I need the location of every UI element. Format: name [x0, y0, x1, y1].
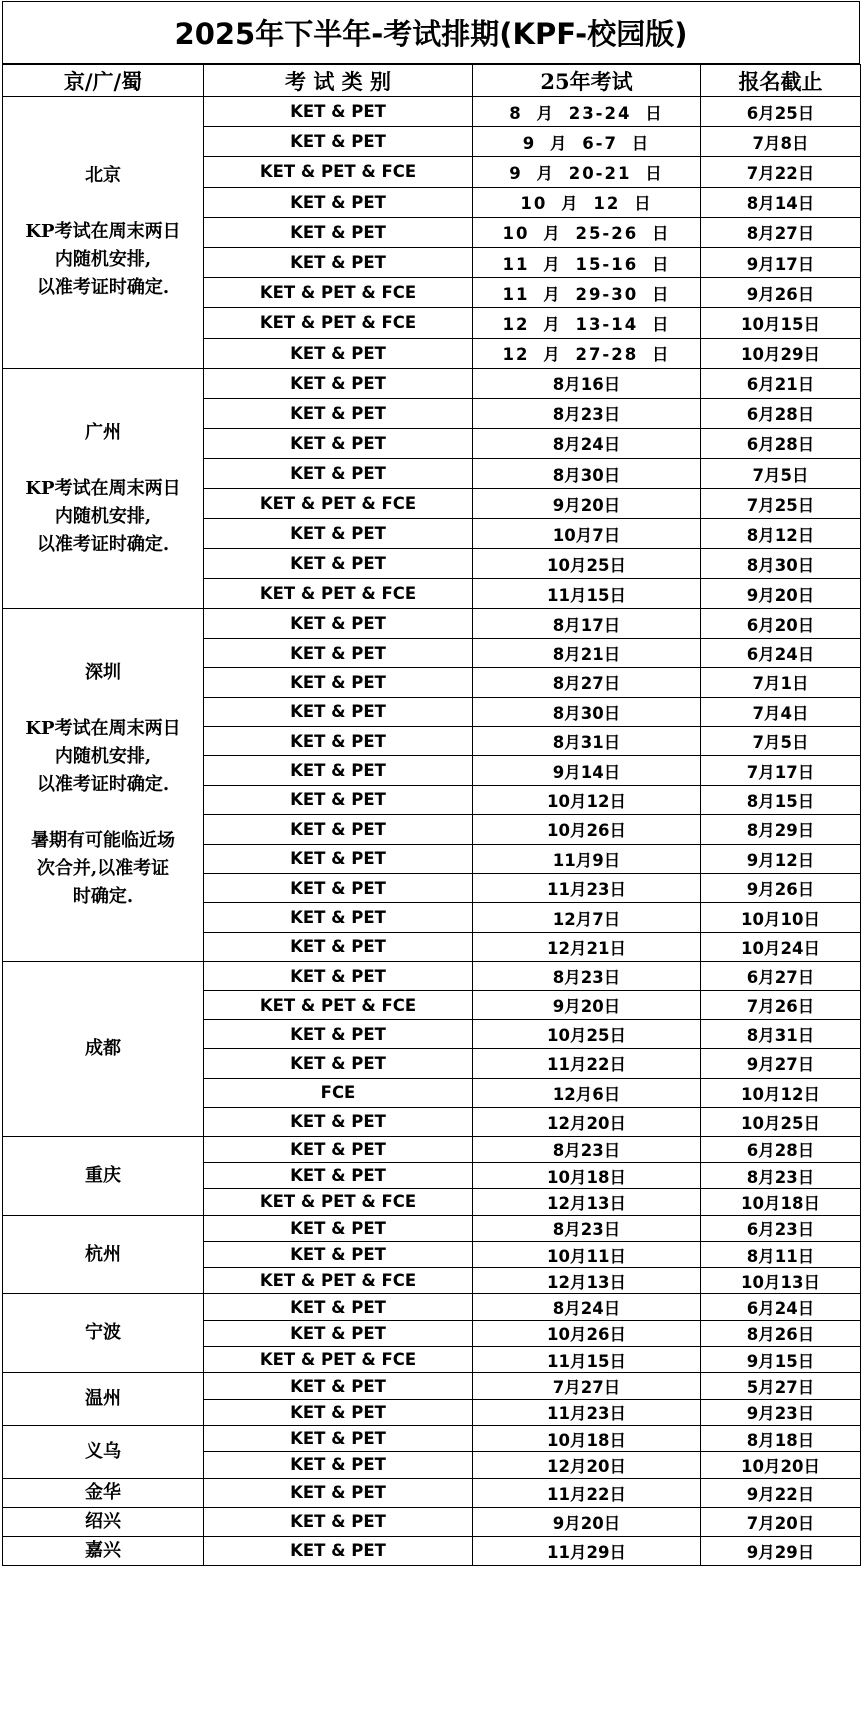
city-name: 深圳 [85, 662, 121, 684]
schedule-table [2, 64, 861, 1566]
exam-date-cell: 10 月 25-26 日 [473, 217, 701, 247]
city-cell [3, 1536, 204, 1565]
exam-type-cell: KET & PET [204, 785, 473, 814]
exam-type-cell: KET & PET [204, 1241, 473, 1267]
table-row [3, 1425, 861, 1451]
note-spacer [7, 447, 199, 475]
exam-date-cell: 8月17日 [473, 609, 701, 638]
exam-type-cell: KET & PET [204, 428, 473, 458]
exam-date-cell: 9月20日 [473, 991, 701, 1020]
exam-date-cell: 7月27日 [473, 1373, 701, 1399]
deadline-cell: 8月12日 [701, 519, 861, 549]
exam-date-cell: 11 月 15-16 日 [473, 247, 701, 277]
deadline-cell: 10月29日 [701, 338, 861, 368]
exam-type-cell: KET & PET [204, 609, 473, 638]
exam-date-cell: 11月23日 [473, 1399, 701, 1425]
exam-type-cell: KET & PET [204, 519, 473, 549]
exam-type-cell: KET & PET [204, 217, 473, 247]
deadline-cell: 8月31日 [701, 1020, 861, 1049]
city-note-line: 以准考证时确定. [36, 277, 170, 299]
exam-type-cell: KET & PET [204, 1452, 473, 1478]
exam-type-cell: KET & PET [204, 1162, 473, 1188]
city-name: 金华 [85, 1481, 121, 1503]
exam-type-cell: KET & PET [204, 187, 473, 217]
deadline-cell: 10月15日 [701, 308, 861, 338]
city-name: 宁波 [85, 1322, 121, 1344]
exam-type-cell: KET & PET [204, 1478, 473, 1507]
deadline-cell: 6月23日 [701, 1215, 861, 1241]
exam-date-cell: 8 月 23-24 日 [473, 97, 701, 127]
deadline-cell: 9月20日 [701, 579, 861, 609]
exam-type-cell: KET & PET & FCE [204, 1347, 473, 1373]
exam-type-cell: KET & PET [204, 368, 473, 398]
deadline-cell: 6月28日 [701, 428, 861, 458]
deadline-cell: 6月20日 [701, 609, 861, 638]
exam-type-cell: KET & PET [204, 1507, 473, 1536]
city-note-line: 内随机安排, [54, 505, 152, 527]
table-row [3, 1507, 861, 1536]
exam-type-cell: KET & PET [204, 932, 473, 961]
deadline-cell: 7月25日 [701, 489, 861, 519]
exam-date-cell: 8月23日 [473, 398, 701, 428]
deadline-cell: 5月27日 [701, 1373, 861, 1399]
deadline-cell: 7月5日 [701, 458, 861, 488]
deadline-cell: 6月21日 [701, 368, 861, 398]
exam-date-cell: 9月20日 [473, 1507, 701, 1536]
exam-date-cell: 10月25日 [473, 549, 701, 579]
deadline-cell: 8月23日 [701, 1162, 861, 1188]
city-merge-note-line: 暑期有可能临近场 [31, 830, 175, 852]
table-row [3, 609, 861, 638]
city-note-line: KP考试在周末两日 [25, 477, 181, 499]
exam-date-cell: 10月26日 [473, 1320, 701, 1346]
exam-date-cell: 8月23日 [473, 1136, 701, 1162]
exam-type-cell: KET & PET [204, 1136, 473, 1162]
exam-type-cell: KET & PET [204, 1320, 473, 1346]
deadline-cell: 8月27日 [701, 217, 861, 247]
exam-date-cell: 11 月 29-30 日 [473, 278, 701, 308]
table-header-row [3, 65, 861, 97]
exam-date-cell: 12月6日 [473, 1078, 701, 1107]
exam-date-cell: 11月22日 [473, 1049, 701, 1078]
city-note-line: 以准考证时确定. [36, 533, 170, 555]
deadline-cell: 10月10日 [701, 903, 861, 932]
city-note-line: 内随机安排, [54, 249, 152, 271]
city-cell [3, 97, 204, 369]
exam-date-cell: 8月31日 [473, 727, 701, 756]
city-cell [3, 1478, 204, 1507]
city-cell [3, 1136, 204, 1215]
exam-type-cell: KET & PET & FCE [204, 1268, 473, 1294]
page-title: 2025年下半年-考试排期(KPF-校园版) [2, 1, 860, 64]
city-name: 成都 [85, 1037, 121, 1059]
exam-type-cell: KET & PET [204, 1215, 473, 1241]
exam-date-cell: 12 月 27-28 日 [473, 338, 701, 368]
city-cell [3, 368, 204, 609]
deadline-cell: 7月17日 [701, 756, 861, 785]
city-name: 北京 [85, 165, 121, 187]
table-row [3, 1478, 861, 1507]
deadline-cell: 9月12日 [701, 844, 861, 873]
deadline-cell: 7月20日 [701, 1507, 861, 1536]
table-row [3, 1373, 861, 1399]
exam-date-cell: 8月30日 [473, 458, 701, 488]
exam-date-cell: 10月25日 [473, 1020, 701, 1049]
exam-type-cell: KET & PET [204, 549, 473, 579]
deadline-cell: 9月26日 [701, 873, 861, 902]
exam-date-cell: 11月15日 [473, 579, 701, 609]
exam-type-cell: KET & PET [204, 638, 473, 667]
exam-type-cell: KET & PET [204, 727, 473, 756]
exam-date-cell: 9月20日 [473, 489, 701, 519]
deadline-cell: 10月12日 [701, 1078, 861, 1107]
exam-date-cell: 11月23日 [473, 873, 701, 902]
header-exam-date: 25年考试 [473, 65, 701, 97]
exam-type-cell: KET & PET [204, 1425, 473, 1451]
city-name: 义乌 [85, 1440, 121, 1462]
deadline-cell: 7月8日 [701, 127, 861, 157]
deadline-cell: 7月22日 [701, 157, 861, 187]
exam-type-cell: KET & PET [204, 873, 473, 902]
deadline-cell: 6月27日 [701, 962, 861, 991]
exam-type-cell: KET & PET [204, 1020, 473, 1049]
exam-type-cell: KET & PET [204, 398, 473, 428]
city-note-line: 内随机安排, [54, 746, 152, 768]
exam-type-cell: KET & PET [204, 338, 473, 368]
deadline-cell: 6月24日 [701, 638, 861, 667]
table-row [3, 368, 861, 398]
deadline-cell: 9月27日 [701, 1049, 861, 1078]
city-merge-note-line: 次合并,以准考证 [36, 858, 170, 880]
deadline-cell: 8月18日 [701, 1425, 861, 1451]
deadline-cell: 7月5日 [701, 727, 861, 756]
deadline-cell: 8月15日 [701, 785, 861, 814]
exam-type-cell: KET & PET [204, 1536, 473, 1565]
deadline-cell: 7月4日 [701, 697, 861, 726]
deadline-cell: 10月25日 [701, 1107, 861, 1136]
deadline-cell: 9月23日 [701, 1399, 861, 1425]
table-row [3, 1136, 861, 1162]
exam-type-cell: KET & PET [204, 247, 473, 277]
exam-date-cell: 12月20日 [473, 1107, 701, 1136]
table-row [3, 97, 861, 127]
exam-type-cell: KET & PET [204, 756, 473, 785]
city-cell [3, 1425, 204, 1478]
city-cell [3, 1507, 204, 1536]
exam-type-cell: KET & PET & FCE [204, 157, 473, 187]
deadline-cell: 7月1日 [701, 668, 861, 697]
city-cell [3, 609, 204, 962]
exam-type-cell: KET & PET & FCE [204, 991, 473, 1020]
exam-date-cell: 8月24日 [473, 1294, 701, 1320]
header-city: 京/广/蜀 [3, 65, 204, 97]
exam-type-cell: KET & PET & FCE [204, 489, 473, 519]
exam-type-cell: KET & PET [204, 1107, 473, 1136]
exam-date-cell: 8月23日 [473, 962, 701, 991]
exam-date-cell: 12月7日 [473, 903, 701, 932]
exam-date-cell: 12月21日 [473, 932, 701, 961]
exam-date-cell: 12月13日 [473, 1268, 701, 1294]
exam-date-cell: 8月21日 [473, 638, 701, 667]
deadline-cell: 9月22日 [701, 1478, 861, 1507]
note-spacer [7, 190, 199, 218]
deadline-cell: 6月28日 [701, 1136, 861, 1162]
deadline-cell: 9月26日 [701, 278, 861, 308]
exam-date-cell: 8月23日 [473, 1215, 701, 1241]
exam-type-cell: KET & PET [204, 697, 473, 726]
deadline-cell: 6月25日 [701, 97, 861, 127]
exam-date-cell: 12 月 13-14 日 [473, 308, 701, 338]
exam-date-cell: 8月27日 [473, 668, 701, 697]
city-note-line: KP考试在周末两日 [25, 221, 181, 243]
exam-type-cell: KET & PET [204, 962, 473, 991]
deadline-cell: 6月28日 [701, 398, 861, 428]
exam-type-cell: KET & PET [204, 815, 473, 844]
exam-type-cell: FCE [204, 1078, 473, 1107]
deadline-cell: 8月29日 [701, 815, 861, 844]
deadline-cell: 6月24日 [701, 1294, 861, 1320]
table-body [3, 97, 861, 1566]
city-cell [3, 1373, 204, 1426]
deadline-cell: 10月18日 [701, 1189, 861, 1215]
header-exam-type: 考 试 类 别 [204, 65, 473, 97]
exam-date-cell: 8月16日 [473, 368, 701, 398]
exam-date-cell: 9 月 20-21 日 [473, 157, 701, 187]
exam-date-cell: 9月14日 [473, 756, 701, 785]
city-name: 嘉兴 [85, 1539, 121, 1561]
deadline-cell: 7月26日 [701, 991, 861, 1020]
city-name: 绍兴 [85, 1510, 121, 1532]
exam-type-cell: KET & PET [204, 1373, 473, 1399]
exam-date-cell: 10月12日 [473, 785, 701, 814]
city-merge-note-line: 时确定. [72, 886, 134, 908]
deadline-cell: 8月30日 [701, 549, 861, 579]
exam-type-cell: KET & PET [204, 127, 473, 157]
exam-date-cell: 12月20日 [473, 1452, 701, 1478]
city-cell [3, 1294, 204, 1373]
exam-date-cell: 12月13日 [473, 1189, 701, 1215]
deadline-cell: 10月20日 [701, 1452, 861, 1478]
exam-type-cell: KET & PET [204, 97, 473, 127]
header-deadline: 报名截止 [701, 65, 861, 97]
city-note-line: 以准考证时确定. [36, 774, 170, 796]
city-cell [3, 1215, 204, 1294]
exam-type-cell: KET & PET [204, 668, 473, 697]
exam-type-cell: KET & PET [204, 1049, 473, 1078]
exam-type-cell: KET & PET & FCE [204, 278, 473, 308]
deadline-cell: 9月29日 [701, 1536, 861, 1565]
exam-type-cell: KET & PET [204, 458, 473, 488]
table-row [3, 1536, 861, 1565]
note-spacer [7, 799, 199, 827]
table-row [3, 1215, 861, 1241]
exam-type-cell: KET & PET [204, 903, 473, 932]
deadline-cell: 8月11日 [701, 1241, 861, 1267]
exam-date-cell: 10 月 12 日 [473, 187, 701, 217]
deadline-cell: 9月15日 [701, 1347, 861, 1373]
exam-type-cell: KET & PET & FCE [204, 308, 473, 338]
exam-date-cell: 10月18日 [473, 1162, 701, 1188]
deadline-cell: 10月13日 [701, 1268, 861, 1294]
exam-date-cell: 8月24日 [473, 428, 701, 458]
exam-type-cell: KET & PET [204, 1399, 473, 1425]
note-spacer [7, 687, 199, 715]
exam-date-cell: 10月7日 [473, 519, 701, 549]
deadline-cell: 10月24日 [701, 932, 861, 961]
city-name: 广州 [85, 421, 121, 443]
city-name: 杭州 [85, 1243, 121, 1265]
exam-type-cell: KET & PET [204, 844, 473, 873]
city-note-line: KP考试在周末两日 [25, 718, 181, 740]
city-name: 温州 [85, 1388, 121, 1410]
exam-date-cell: 11月9日 [473, 844, 701, 873]
exam-date-cell: 8月30日 [473, 697, 701, 726]
exam-type-cell: KET & PET & FCE [204, 1189, 473, 1215]
deadline-cell: 8月26日 [701, 1320, 861, 1346]
deadline-cell: 8月14日 [701, 187, 861, 217]
table-row [3, 1294, 861, 1320]
exam-date-cell: 10月26日 [473, 815, 701, 844]
exam-date-cell: 11月22日 [473, 1478, 701, 1507]
exam-type-cell: KET & PET [204, 1294, 473, 1320]
deadline-cell: 9月17日 [701, 247, 861, 277]
exam-type-cell: KET & PET & FCE [204, 579, 473, 609]
exam-date-cell: 11月15日 [473, 1347, 701, 1373]
table-row [3, 962, 861, 991]
exam-date-cell: 10月18日 [473, 1425, 701, 1451]
exam-date-cell: 9 月 6-7 日 [473, 127, 701, 157]
city-cell [3, 962, 204, 1137]
exam-date-cell: 10月11日 [473, 1241, 701, 1267]
exam-date-cell: 11月29日 [473, 1536, 701, 1565]
city-name: 重庆 [85, 1164, 121, 1186]
